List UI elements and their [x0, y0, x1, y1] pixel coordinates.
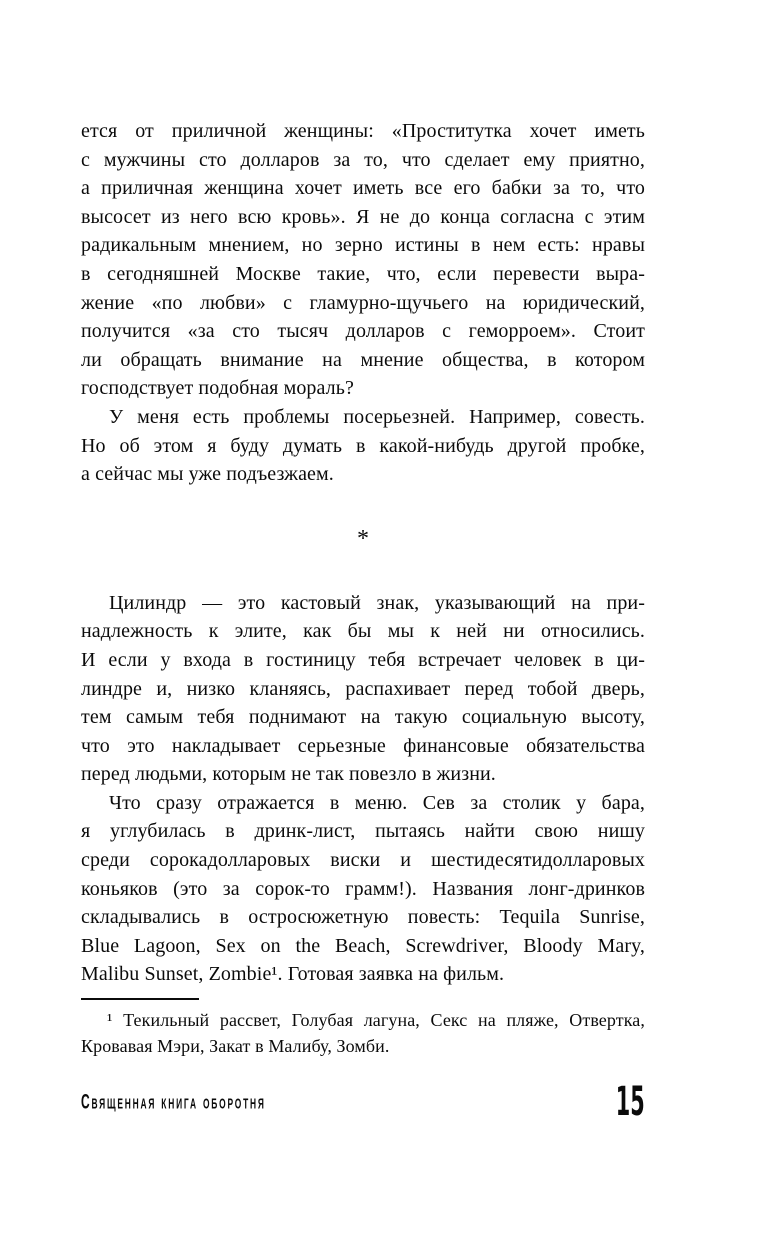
text-line: тем самым тебя поднимают на такую социальную высоту, — [81, 706, 645, 729]
text-line: Blue Lagoon, Sex on the Beach, Screwdriver, Bloody Mary, — [81, 934, 645, 957]
text-line: среди сорокадолларовых виски и шестидесятидолларовых — [81, 849, 645, 872]
text-line: У меня есть проблемы посерьезней. Например, совесть. — [109, 405, 645, 428]
text-line: жение «по любви» с гламурно-щучьего на юридический, — [81, 291, 645, 314]
text-line: а приличная женщина хочет иметь все его бабки за то, что — [81, 177, 645, 200]
text-line: ется от приличной женщины: «Проститутка хочет иметь — [81, 120, 645, 142]
footnote — [81, 1007, 645, 1059]
page-number: 15 — [616, 1079, 645, 1125]
text-line: линдре и, низко кланяясь, распахивает перед тобой дверь, — [81, 677, 645, 700]
text-line: Цилиндр — это кастовый знак, указывающий на при- — [109, 591, 645, 614]
text-line: получится «за сто тысяч долларов с геморроем». Стоит — [81, 320, 645, 343]
body-text — [81, 117, 645, 1059]
paragraph — [81, 117, 645, 403]
text-line: что это накладывает серьезные финансовые обязательства — [81, 734, 645, 757]
text-line: Но об этом я буду думать в какой-нибудь другой пробке, — [81, 434, 645, 457]
text-line: высосет из него всю кровь». Я не до конца согласна с этим — [81, 205, 645, 228]
paragraph — [81, 789, 645, 989]
page-footer — [81, 1079, 645, 1125]
text-line: я углубилась в дринк-лист, пытаясь найти свою нишу — [81, 820, 645, 843]
text-line: Что сразу отражается в меню. Сев за столик у бара, — [109, 791, 645, 814]
text-line: ли обращать внимание на мнение общества, в котором — [81, 348, 645, 371]
text-line: коньяков (это за сорок-то грамм!). Названия лонг-дринков — [81, 877, 645, 900]
text-line: в сегодняшней Москве такие, что, если перевести выра- — [81, 262, 645, 285]
text-line: надлежность к элите, как бы мы к ней ни относились. — [81, 620, 645, 643]
text-line: радикальным мнением, но зерно истины в нем есть: нравы — [81, 234, 645, 257]
text-line: господствует подобная мораль? — [81, 377, 354, 400]
footnote-rule — [81, 998, 199, 1000]
text-line: перед людьми, которым не так повезло в жизни. — [81, 763, 496, 786]
section-separator — [81, 489, 645, 589]
footnote-line: ¹ Текильный рассвет, Голубая лагуна, Секс на пляже, Отвертка, — [107, 1010, 645, 1031]
text-line: с мужчины сто долларов за то, что сделает ему приятно, — [81, 148, 645, 171]
separator-asterisk: * — [357, 525, 369, 552]
paragraph — [81, 403, 645, 489]
paragraph — [81, 589, 645, 789]
footnote-line: Кровавая Мэри, Закат в Малибу, Зомби. — [81, 1036, 390, 1057]
running-title: Священная книга оборотня — [81, 1089, 266, 1114]
text-line: И если у входа в гостиницу тебя встречает человек в ци- — [81, 648, 645, 671]
text-line: складывались в остросюжетную повесть: Tequila Sunrise, — [81, 906, 645, 929]
text-line: Malibu Sunset, Zombie¹. Готовая заявка на фильм. — [81, 963, 505, 986]
text-line: а сейчас мы уже подъезжаем. — [81, 463, 334, 486]
